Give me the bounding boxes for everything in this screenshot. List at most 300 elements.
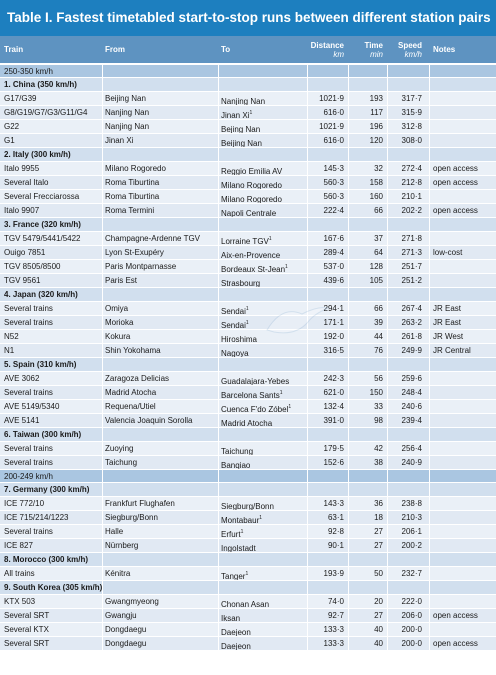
distance-cell: 1021·9: [319, 122, 344, 131]
notes-cell: [433, 623, 495, 636]
notes-cell: [433, 539, 495, 552]
distance-cell: 1021·9: [319, 94, 344, 103]
notes-cell: JR West: [433, 332, 464, 341]
to-cell: [221, 134, 306, 147]
train-cell: AVE 5149/5340: [4, 402, 60, 411]
time-cell: 33: [374, 402, 383, 411]
distance-cell: 133·3: [323, 625, 344, 634]
notes-cell: [433, 497, 495, 510]
to-station-name: Siegburg/Bonn: [221, 502, 274, 510]
to-station-name: Daejeon: [221, 628, 251, 636]
from-cell: Nanjing Nan: [105, 108, 150, 117]
to-station-name: Erfurt: [221, 530, 241, 538]
table-row: [0, 525, 496, 539]
table-row: [0, 176, 496, 190]
to-station-name: Aix-en-Provence: [221, 251, 281, 259]
speed-cell: 263·2: [401, 318, 422, 327]
train-cell: Several SRT: [4, 639, 50, 648]
header-distance: Distance km: [310, 40, 344, 59]
speed-cell: 271·3: [401, 248, 422, 257]
from-cell: Nürnberg: [105, 541, 139, 550]
from-cell: Shin Yokohama: [105, 346, 161, 355]
notes-cell: open access: [433, 639, 478, 648]
speed-cell: 267·4: [401, 304, 422, 313]
speed-cell: 315·9: [401, 108, 422, 117]
from-cell: Jinan Xi: [105, 136, 134, 145]
to-cell: [221, 260, 306, 273]
to-cell: [221, 595, 306, 608]
footnote-marker: 1: [245, 571, 249, 577]
speed-cell: 200·0: [401, 625, 422, 634]
from-cell: Dongdaegu: [105, 625, 147, 634]
to-station-name: Cuenca F'do Zóbel: [221, 405, 289, 413]
from-cell: Morioka: [105, 318, 134, 327]
time-cell: 38: [374, 458, 383, 467]
table-row: [0, 442, 496, 456]
to-station-name: Chonan Asan: [221, 600, 270, 608]
from-cell: Roma Tiburtina: [105, 178, 160, 187]
train-cell: N1: [4, 346, 15, 355]
time-cell: 27: [374, 527, 383, 536]
column-divider: [218, 63, 219, 675]
table-row: [0, 414, 496, 428]
distance-cell: 289·4: [323, 248, 344, 257]
from-cell: Lyon St-Exupéry: [105, 248, 164, 257]
country-group-label: 7. Germany (300 km/h): [4, 485, 90, 494]
distance-cell: 92·8: [327, 527, 344, 536]
to-station-name: Strasbourg: [221, 279, 261, 287]
distance-cell: 145·3: [323, 164, 344, 173]
distance-cell: 616·0: [323, 108, 344, 117]
footnote-marker: 1: [268, 236, 272, 242]
from-cell: Gwangju: [105, 611, 137, 620]
to-station-name: Milano Rogoredo: [221, 181, 282, 189]
to-cell: [221, 162, 306, 175]
notes-cell: open access: [433, 206, 478, 215]
from-cell: Paris Est: [105, 276, 138, 285]
to-station-name: Tanger: [221, 572, 246, 580]
to-station-name: Hiroshima: [221, 335, 258, 343]
time-cell: 42: [374, 444, 383, 453]
to-station-name: Beijing Nan: [221, 139, 262, 147]
country-group-label: 4. Japan (320 km/h): [4, 290, 78, 299]
train-cell: Several trains: [4, 304, 53, 313]
header-speed: Speed km/h: [397, 40, 422, 59]
distance-cell: 391·0: [323, 416, 344, 425]
speed-cell: 200·2: [401, 541, 422, 550]
to-station-name: Ingolstadt: [221, 544, 256, 552]
notes-cell: [433, 232, 495, 245]
to-cell: [221, 92, 306, 105]
time-cell: 56: [374, 374, 383, 383]
column-divider: [387, 63, 388, 675]
speed-cell: 249·9: [401, 346, 422, 355]
to-station-name: Nanjing Nan: [221, 97, 266, 105]
from-cell: Paris Montparnasse: [105, 262, 177, 271]
notes-cell: [433, 274, 495, 287]
column-divider: [348, 63, 349, 675]
to-cell: [221, 442, 306, 455]
country-group-label: 2. Italy (300 km/h): [4, 150, 71, 159]
to-station-name: Napoli Centrale: [221, 209, 277, 217]
speed-cell: 271·8: [401, 234, 422, 243]
distance-cell: 621·0: [323, 388, 344, 397]
notes-cell: JR Central: [433, 346, 471, 355]
distance-cell: 133·3: [323, 639, 344, 648]
train-cell: Several trains: [4, 458, 53, 467]
column-divider: [429, 63, 430, 675]
from-cell: Kokura: [105, 332, 131, 341]
footnote-marker: 1: [240, 529, 244, 535]
country-group-row: [0, 358, 496, 372]
notes-cell: [433, 260, 495, 273]
speed-cell: 248·4: [401, 388, 422, 397]
table-row: [0, 595, 496, 609]
footnote-marker: 1: [285, 264, 288, 270]
from-cell: Valencia Joaquin Sorolla: [105, 416, 193, 425]
time-cell: 160: [369, 192, 383, 201]
table-row: [0, 92, 496, 106]
train-cell: Several trains: [4, 527, 53, 536]
distance-cell: 179·5: [323, 444, 344, 453]
speed-band-row: [0, 470, 496, 483]
to-station-name: Madrid Atocha: [221, 419, 273, 427]
train-cell: Ouigo 7851: [4, 248, 46, 257]
to-station-name: Banqiao: [221, 461, 251, 469]
train-cell: Several trains: [4, 388, 53, 397]
table-row: [0, 232, 496, 246]
time-cell: 27: [374, 541, 383, 550]
header-from: From: [105, 45, 125, 54]
distance-cell: 193·9: [323, 569, 344, 578]
footnote-marker: 1: [249, 110, 253, 116]
notes-cell: [433, 442, 495, 455]
to-station-name: Nagoya: [221, 349, 249, 357]
train-cell: G1: [4, 136, 15, 145]
footnote-marker: 1: [245, 306, 249, 312]
table-row: [0, 204, 496, 218]
notes-cell: [433, 414, 495, 427]
table-row: [0, 400, 496, 414]
to-station-name: Milano Rogoredo: [221, 195, 282, 203]
speed-cell: 240·6: [401, 402, 422, 411]
speed-cell: 210·1: [401, 192, 422, 201]
notes-cell: [433, 190, 495, 203]
train-cell: G22: [4, 122, 20, 131]
from-cell: Roma Termini: [105, 206, 155, 215]
to-station-name: Taichung: [221, 447, 254, 455]
to-station-name: Barcelona Sants: [221, 391, 280, 399]
notes-cell: JR East: [433, 318, 462, 327]
table-row: [0, 302, 496, 316]
column-divider: [102, 63, 103, 675]
train-cell: AVE 5141: [4, 416, 40, 425]
from-cell: Requena/Utiel: [105, 402, 156, 411]
to-cell: [221, 232, 306, 245]
to-station-name: Sendai: [221, 321, 246, 329]
notes-cell: [433, 372, 495, 385]
speed-cell: 272·4: [401, 164, 422, 173]
speed-cell: 212·8: [401, 178, 422, 187]
from-cell: Frankfurt Flughafen: [105, 499, 175, 508]
table-row: [0, 623, 496, 637]
notes-cell: JR East: [433, 304, 462, 313]
train-cell: ICE 827: [4, 541, 33, 550]
distance-cell: 616·0: [323, 136, 344, 145]
to-cell: [221, 386, 306, 399]
footnote-marker: 1: [259, 515, 263, 521]
from-cell: Taichung: [105, 458, 138, 467]
speed-cell: 261·8: [401, 332, 422, 341]
notes-cell: [433, 92, 495, 105]
notes-cell: [433, 134, 495, 147]
table-row: [0, 609, 496, 623]
train-cell: All trains: [4, 569, 35, 578]
time-cell: 128: [369, 262, 383, 271]
to-cell: [221, 120, 306, 133]
time-cell: 44: [374, 332, 383, 341]
speed-band-label: 250-350 km/h: [4, 67, 53, 76]
to-cell: [221, 274, 306, 287]
to-cell: [221, 637, 306, 650]
from-cell: Beijing Nan: [105, 94, 146, 103]
from-cell: Roma Tiburtina: [105, 192, 160, 201]
time-cell: 158: [369, 178, 383, 187]
header-notes: Notes: [433, 45, 456, 54]
train-cell: Several KTX: [4, 625, 49, 634]
country-group-row: [0, 78, 496, 92]
table-row: [0, 539, 496, 553]
country-group-row: [0, 288, 496, 302]
to-cell: [221, 567, 306, 580]
time-cell: 117: [370, 108, 383, 117]
speed-cell: 238·8: [401, 499, 422, 508]
from-cell: Nanjing Nan: [105, 122, 150, 131]
time-cell: 39: [374, 318, 383, 327]
to-cell: [221, 623, 306, 636]
to-cell: [221, 511, 306, 524]
time-cell: 40: [374, 639, 383, 648]
speed-cell: 210·3: [401, 513, 422, 522]
table-row: [0, 497, 496, 511]
bird-logo-icon: [262, 300, 332, 340]
table-row: [0, 190, 496, 204]
table-row: [0, 246, 496, 260]
from-cell: Omiya: [105, 304, 129, 313]
notes-cell: [433, 106, 495, 119]
country-group-label: 8. Morocco (300 km/h): [4, 555, 89, 564]
country-group-row: [0, 553, 496, 567]
train-cell: Several Italo: [4, 178, 49, 187]
distance-cell: 92·7: [327, 611, 344, 620]
notes-cell: open access: [433, 611, 478, 620]
to-station-name: Bejing Nan: [221, 125, 261, 133]
distance-cell: 63·1: [327, 513, 344, 522]
to-cell: [221, 525, 306, 538]
speed-cell: 259·6: [401, 374, 422, 383]
to-cell: [221, 609, 306, 622]
country-group-row: [0, 581, 496, 595]
to-station-name: Montabaur: [221, 516, 260, 524]
column-divider: [307, 63, 308, 675]
speed-cell: 240·9: [401, 458, 422, 467]
speed-cell: 251·2: [401, 276, 422, 285]
distance-cell: 192·0: [323, 332, 344, 341]
speed-cell: 222·0: [401, 597, 422, 606]
speed-cell: 202·2: [401, 206, 422, 215]
time-cell: 50: [374, 569, 383, 578]
distance-cell: 143·3: [323, 499, 344, 508]
to-cell: [221, 190, 306, 203]
header-time: Time min: [364, 40, 383, 59]
table-row: [0, 386, 496, 400]
notes-cell: open access: [433, 178, 478, 187]
country-group-row: [0, 148, 496, 162]
to-cell: [221, 204, 306, 217]
distance-cell: 132·4: [323, 402, 344, 411]
distance-cell: 171·1: [323, 318, 344, 327]
distance-cell: 560·3: [323, 178, 344, 187]
notes-cell: [433, 400, 495, 413]
table-row: [0, 637, 496, 651]
header-train: Train: [4, 45, 24, 54]
from-cell: Zaragoza Delicias: [105, 374, 170, 383]
time-cell: 32: [374, 164, 383, 173]
country-group-label: 1. China (350 km/h): [4, 80, 77, 89]
to-station-name: Sendai: [221, 307, 246, 315]
speed-band-label: 200-249 km/h: [4, 472, 53, 481]
to-station-name: Iksan: [221, 614, 241, 622]
train-cell: TGV 8505/8500: [4, 262, 61, 271]
to-station-name: Guadalajara-Yebes: [221, 377, 290, 385]
distance-cell: 242·3: [323, 374, 344, 383]
from-cell: Dongdaegu: [105, 639, 147, 648]
train-cell: AVE 3062: [4, 374, 40, 383]
time-cell: 193: [369, 94, 383, 103]
speed-band-row: [0, 65, 496, 78]
time-cell: 37: [374, 234, 383, 243]
table-row: [0, 372, 496, 386]
time-cell: 66: [374, 304, 383, 313]
train-cell: Several SRT: [4, 611, 50, 620]
country-group-row: [0, 428, 496, 442]
distance-cell: 537·0: [323, 262, 344, 271]
table-row: [0, 456, 496, 470]
distance-cell: 167·6: [323, 234, 344, 243]
time-cell: 27: [374, 611, 383, 620]
time-cell: 20: [374, 597, 383, 606]
to-station-name: Bordeaux St-Jean: [221, 265, 286, 273]
distance-cell: 90·1: [327, 541, 344, 550]
footnote-marker: 1: [279, 390, 283, 396]
table-row: [0, 330, 496, 344]
train-cell: TGV 9561: [4, 276, 41, 285]
train-cell: Italo 9907: [4, 206, 40, 215]
to-cell: [221, 372, 306, 385]
notes-cell: [433, 386, 495, 399]
speed-cell: 317·7: [401, 94, 422, 103]
time-cell: 36: [374, 499, 383, 508]
to-station-name: Jinan Xi: [221, 111, 250, 119]
to-cell: [221, 456, 306, 469]
to-station-name: Reggio Emilia AV: [221, 167, 283, 175]
to-cell: [221, 539, 306, 552]
train-cell: TGV 5479/5441/5422: [4, 234, 81, 243]
to-station-name: Daejeon: [221, 642, 251, 650]
train-cell: ICE 772/10: [4, 499, 45, 508]
speed-cell: 308·0: [401, 136, 422, 145]
train-cell: ICE 715/214/1223: [4, 513, 69, 522]
time-cell: 105: [369, 276, 383, 285]
speed-cell: 206·0: [401, 611, 422, 620]
table-row: [0, 511, 496, 525]
train-cell: Italo 9955: [4, 164, 40, 173]
table-row: [0, 567, 496, 581]
speed-cell: 256·4: [401, 444, 422, 453]
train-cell: G8/G19/G7/G3/G11/G4: [4, 108, 88, 117]
footnote-marker: 1: [245, 320, 249, 326]
distance-cell: 294·1: [323, 304, 344, 313]
table-row: [0, 120, 496, 134]
to-cell: [221, 344, 306, 357]
from-cell: Halle: [105, 527, 124, 536]
train-cell: Several Frecciarossa: [4, 192, 80, 201]
to-cell: [221, 176, 306, 189]
table-row: [0, 344, 496, 358]
from-cell: Champagne-Ardenne TGV: [105, 234, 201, 243]
from-cell: Gwangmyeong: [105, 597, 159, 606]
header-to: To: [221, 45, 231, 54]
notes-cell: low-cost: [433, 248, 463, 257]
time-cell: 98: [374, 416, 383, 425]
table-row: [0, 134, 496, 148]
distance-cell: 152·6: [323, 458, 344, 467]
table-row: [0, 316, 496, 330]
train-cell: G17/G39: [4, 94, 37, 103]
to-cell: [221, 400, 306, 413]
distance-cell: 439·6: [323, 276, 344, 285]
time-cell: 120: [369, 136, 383, 145]
distance-cell: 222·4: [323, 206, 344, 215]
country-group-row: [0, 218, 496, 232]
notes-cell: [433, 595, 495, 608]
to-cell: [221, 106, 306, 119]
time-cell: 76: [374, 346, 383, 355]
time-cell: 18: [374, 513, 383, 522]
table-title: Table I. Fastest timetabled start-to-stop runs between different station pairs: [0, 0, 496, 36]
train-cell: Several trains: [4, 318, 53, 327]
from-cell: Siegburg/Bonn: [105, 513, 158, 522]
speed-cell: 239·4: [401, 416, 422, 425]
country-group-row: [0, 483, 496, 497]
speed-cell: 206·1: [401, 527, 422, 536]
to-cell: [221, 414, 306, 427]
distance-cell: 74·0: [327, 597, 344, 606]
country-group-label: 3. France (320 km/h): [4, 220, 81, 229]
from-cell: Milano Rogoredo: [105, 164, 166, 173]
footnote-marker: 1: [288, 404, 292, 410]
from-cell: Zuoying: [105, 444, 134, 453]
train-cell: KTX 503: [4, 597, 36, 606]
table-row: [0, 162, 496, 176]
notes-cell: open access: [433, 164, 478, 173]
from-cell: Kénitra: [105, 569, 131, 578]
notes-cell: [433, 511, 495, 524]
notes-cell: [433, 120, 495, 133]
table-row: [0, 260, 496, 274]
speed-cell: 312·8: [401, 122, 422, 131]
time-cell: 66: [374, 206, 383, 215]
